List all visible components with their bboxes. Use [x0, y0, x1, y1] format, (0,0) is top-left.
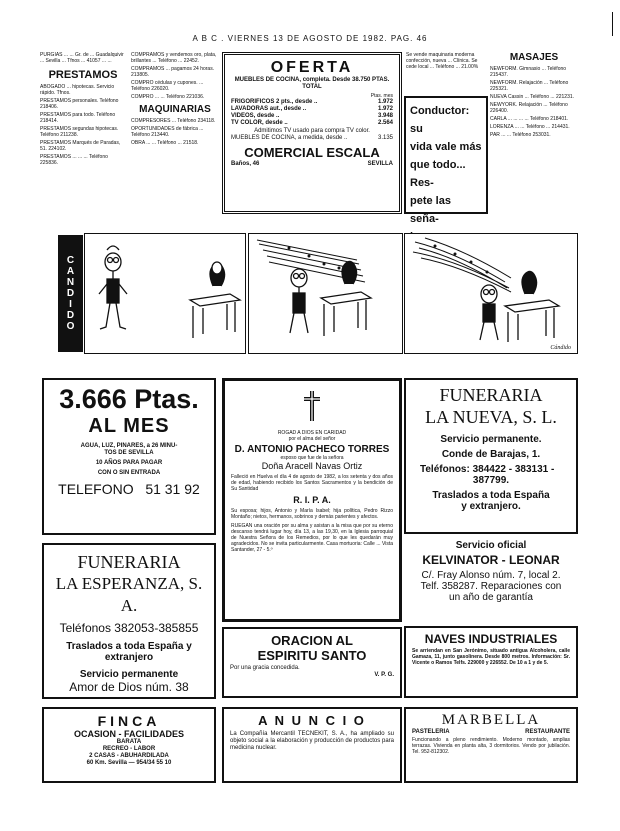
obit-line-1: ROGAD A DIOS EN CARIDAD [277, 430, 347, 436]
oferta-title: OFERTA [270, 59, 354, 76]
marbella-body: Funcionando a pleno rendimiento. Moderno montado, amplias terrazas. Vivienda en planta alta, 3 dormitorios. Vendo por jubilación. Tel. 952-812302. [412, 737, 570, 755]
oferta-row-value: 3.135 [377, 135, 393, 141]
nueva-title: FUNERARIA [439, 385, 543, 405]
nueva-transfer-2: y extranjero. [461, 501, 521, 512]
finca-title: FINCA [97, 713, 161, 729]
esperanza-address: Amor de Dios núm. 38 [69, 680, 189, 694]
oferta-subtitle: MUEBLES DE COCINA, completa. Desde 38.750 PTAS. TOTAL [234, 77, 390, 90]
announcement-title: A N U N C I O [258, 713, 366, 728]
comic-panel-2 [248, 233, 403, 354]
classified-entry: NUEVA Cassin ... Teléfono ... 221231. [490, 94, 575, 100]
comic-title-letter: O [66, 321, 75, 332]
conductor-line: pete las seña- [410, 195, 451, 225]
finca-line-2: OCASION - FACILIDADES [73, 729, 184, 739]
kelvinator-line-1: Servicio oficial [455, 540, 527, 551]
classified-list [490, 66, 578, 138]
nueva-phones [412, 464, 570, 475]
prayer-initials: V. P. G. [374, 672, 394, 678]
kelvinator-phone: Telf. 358287. Reparaciones con [420, 581, 562, 592]
land-line-4: CON O SIN ENTRADA [97, 470, 161, 476]
conductor-line: Conductor: su [410, 105, 470, 135]
oferta-row-value: 1.972 [377, 99, 393, 105]
naves-title: NAVES INDUSTRIALES [424, 632, 558, 646]
classified-entry: LORENZA ... ... Teléfono ... 214431. [490, 124, 570, 130]
classified-entry: COMPRAMOS y vendemos oro, plata, brillantes ... Teléfono ... 22452. [131, 52, 217, 64]
oferta-price-list [231, 99, 393, 127]
comic-title-letter: N [66, 277, 75, 288]
obit-family: Su esposa; hijos, Antonio y María Isabel; hija política, Pedro Rizzo Montaño; nietos, hermanos, sobrinos y demás parientes y afectos. [231, 508, 393, 520]
oferta-row [231, 106, 393, 113]
classified-column-2 [131, 52, 219, 148]
finca-contact: 60 Km. Sevilla — 954/34 55 10 [86, 760, 172, 766]
oferta-row-value: 2.564 [377, 120, 393, 126]
conductor-notice [404, 96, 488, 225]
classified-entry: PRESTAMOS Marqués de Paradas, 51. 224102. [40, 140, 121, 152]
classified-entry: PRESTAMOS ... ... ... Teléfono 225836. [40, 154, 108, 166]
kelvinator-warranty: un año de garantía [449, 592, 533, 603]
escala-address: Baños, 46 [231, 161, 260, 167]
classified-entry: COMPRO cédulas y cupones. ... Teléfono 226020. [131, 80, 204, 92]
obit-widow-name: Doña Aracell Navas Ortiz [261, 461, 363, 471]
classified-entry: PRESTAMOS para todo. Teléfono 218414. [40, 112, 116, 124]
oferta-row-value: 1.972 [377, 106, 393, 112]
classified-column-1 [40, 52, 126, 168]
conductor-line: vida vale más [410, 141, 482, 153]
obit-body: Falleció en Huelva el día 4 de agosto de 1982, a los setenta y dos años de edad, habiendo recibido los Santos Sacramentos y la bendición de Su Santidad [231, 474, 393, 492]
comic-drawing [249, 234, 402, 353]
obit-rip: R. I. P. A. [293, 495, 331, 505]
classified-text: PURGIAS ... ... Gr. de ... Guadalquivir ... Sevilla ... Tfnos ... 41057 ... ... [40, 52, 124, 64]
cross-icon [231, 389, 393, 428]
finca-line-3: BARATA [116, 739, 142, 745]
esperanza-phones: Teléfonos 382053-385855 [59, 621, 199, 635]
escala-name: COMERCIAL ESCALA [244, 145, 380, 160]
comic-title-letter: D [66, 310, 75, 321]
kelvinator-ad [404, 540, 578, 620]
esperanza-transfer-2: extranjero [104, 652, 154, 663]
oferta-row [231, 99, 393, 106]
classified-entry: NEWFORM. Relajación ... Teléfono 225321. [490, 80, 569, 92]
classified-text: Se vende maquinaria moderna confección, nueva ... Clínica. Se cede local ... Teléfono ... 21.00% [406, 52, 479, 70]
classified-list [40, 84, 126, 166]
comic-panel-3 [404, 233, 578, 354]
classified-entry: COMPRAMOS ... pagamos 24 horas. 213805. [131, 66, 215, 78]
nueva-phone-2: 387799. [472, 475, 510, 486]
comic-panel-1 [84, 233, 246, 354]
company-announcement [222, 707, 402, 783]
obit-line-3: esposo que fue de la señora [280, 455, 344, 461]
oferta-ad [222, 52, 402, 214]
nueva-address: Conde de Barajas, 1. [441, 449, 541, 460]
prayer-title-1: ORACION AL [271, 633, 353, 648]
comic-title-letter: C [66, 255, 75, 266]
oferta-row [231, 120, 393, 127]
industrial-buildings-ad [404, 626, 578, 698]
comic-signature: Cándido [550, 345, 571, 351]
page-header: A B C . VIERNES 13 DE AGOSTO DE 1982. PAG. 46 [192, 34, 428, 43]
funeral-home-nueva-ad [404, 378, 578, 534]
nueva-transfer-1: Traslados a toda España [432, 490, 550, 501]
kelvinator-address: C/. Fray Alonso núm. 7, local 2. [421, 570, 561, 581]
classified-entry: NEWYORK. Relajación ... Teléfono 226400. [490, 102, 568, 114]
nueva-name: LA NUEVA, S. L. [425, 407, 557, 427]
oferta-ptas-label: Ptas. mes [370, 93, 393, 99]
oferta-row-label: FRIGORIFICOS 2 pts., desde .. [231, 99, 318, 105]
funeral-home-esperanza-ad [42, 543, 216, 699]
prayer-title-2: ESPIRITU SANTO [257, 648, 367, 663]
classified-entry: OPORTUNIDADES de fábrica ... Teléfono 213440. [131, 126, 204, 138]
oferta-row-label: VIDEOS, desde .. [231, 113, 280, 119]
land-line-1: AGUA, LUZ, PINARES, a 26 MINU- [80, 443, 178, 449]
classified-entry: PRESTAMOS personales. Teléfono 218406. [40, 98, 119, 110]
oferta-note: Admitimos TV usado para compra TV color. [254, 128, 370, 134]
land-line-2: TOS DE SEVILLA [104, 450, 154, 456]
section-title-maquinarias: MAQUINARIAS [139, 104, 211, 115]
naves-body: Se arriendan en San Jerónimo, situado antigua Alcoholera, calle Gamaza, 11, junto gasolinera. Desde 800 metros. Información: Sr. Vicente o Ramos Telfs. 229000 y 226552. De 10 a 1 y de 5. [412, 648, 570, 666]
nueva-service: Servicio permanente. [440, 434, 542, 445]
marbella-categories [412, 729, 570, 736]
obit-deceased-name: D. ANTONIO PACHECO TORRES [234, 444, 390, 455]
land-phone-number: 51 31 92 [145, 481, 200, 497]
finca-line-5: 2 CASAS - ABUHARDILADA [89, 753, 169, 759]
classified-column-masajes [490, 52, 578, 140]
classified-list [131, 52, 219, 100]
oferta-row-value: 3.948 [377, 113, 393, 119]
comic-drawing [85, 234, 245, 353]
prayer-ad [222, 627, 402, 698]
conductor-line: que todo... Res- [410, 159, 466, 189]
oferta-row-label: MUEBLES DE COCINA, a medida, desde .. [231, 135, 348, 141]
kelvinator-name: KELVINATOR - LEONAR [422, 553, 560, 567]
escala-footer [231, 161, 393, 168]
classified-entry: ABOGADO ... hipotecas. Servicio rápido. Tfnos. [40, 84, 115, 96]
esperanza-name: LA ESPERANZA, S. A. [55, 574, 203, 615]
prayer-text: Por una gracia concedida. [230, 665, 300, 671]
comic-title-letter: A [66, 266, 75, 277]
land-phone-label: TELEFONO [58, 481, 134, 497]
classified-entry: COMPRESORES ... Teléfono 234118. [131, 118, 216, 124]
oferta-row-label: LAVADORAS aut., desde .. [231, 106, 307, 112]
land-line-3: 10 AÑOS PARA PAGAR [95, 460, 163, 466]
classified-entry: CARLA ... ... ... ... Teléfono 218401. [490, 116, 569, 122]
section-title-masajes: MASAJES [509, 52, 559, 63]
comic-title-letter: D [66, 288, 75, 299]
classified-column-4 [406, 52, 486, 70]
comic-drawing [405, 234, 577, 353]
esperanza-title: FUNERARIA [77, 552, 181, 572]
land-sale-ad [42, 378, 216, 535]
marbella-restaurante: RESTAURANTE [525, 729, 570, 735]
esperanza-service: Servicio permanente [79, 669, 179, 680]
nueva-phone-label: Teléfonos: [420, 464, 470, 475]
marbella-pasteleria: PASTELERIA [412, 729, 450, 735]
obit-ruegan: RUEGAN una oración por su alma y asistan a la misa que por su eterno descanso tendrá lugar hoy, día 13, a las 19,30, en la Iglesia parroquial de Nuestra Señora de los Remedios, por lo que les quedarán muy agradecidos. No se invita particularmente. Casa mortuoria: Calle ... Vista Santander, 27 - 5.º [231, 523, 393, 553]
classified-entry: OBRA ... ... Teléfono ... 21518. [131, 140, 199, 146]
classified-entry: NEWFORM. Gimnasio ... Teléfono 215437. [490, 66, 567, 78]
oferta-row [231, 113, 393, 120]
land-per-month: AL MES [88, 415, 170, 437]
classified-entry: COMPRO ... ... Teléfono 221036. [131, 94, 205, 100]
land-price: 3.666 Ptas. [59, 384, 199, 414]
obituary-notice [222, 378, 402, 622]
obit-line-2: por el alma del señor [288, 436, 336, 442]
section-title-prestamos: PRESTAMOS [48, 69, 118, 81]
comic-title-letter: I [69, 299, 72, 310]
nueva-phone-1: 384422 - 383131 - [472, 464, 555, 475]
land-phone [48, 481, 210, 497]
comic-title-bar [58, 235, 83, 352]
classified-entry: PRESTAMOS segundas hipotecas. Teléfono 211238. [40, 126, 119, 138]
farm-ad [42, 707, 216, 783]
oferta-row-label: TV COLOR, desde .. [231, 120, 288, 126]
classified-entry: PAR ... ... Teléfono 253031. [490, 132, 551, 138]
page-edge-mark [612, 12, 613, 36]
announcement-body: La Compañía Mercantil TECNEKIT, S. A., ha ampliado su objeto social a la elaboración y producción de productos para medicina nuclear. [230, 731, 394, 751]
marbella-ad [404, 707, 578, 783]
oferta-row [231, 135, 393, 142]
classified-list [131, 118, 219, 146]
comic-title [60, 237, 81, 350]
escala-city: SEVILLA [367, 161, 393, 167]
marbella-title: MARBELLA [441, 712, 541, 728]
esperanza-transfer-1: Traslados a toda España y [66, 641, 192, 652]
finca-line-4: RECREO - LABOR [102, 746, 156, 752]
